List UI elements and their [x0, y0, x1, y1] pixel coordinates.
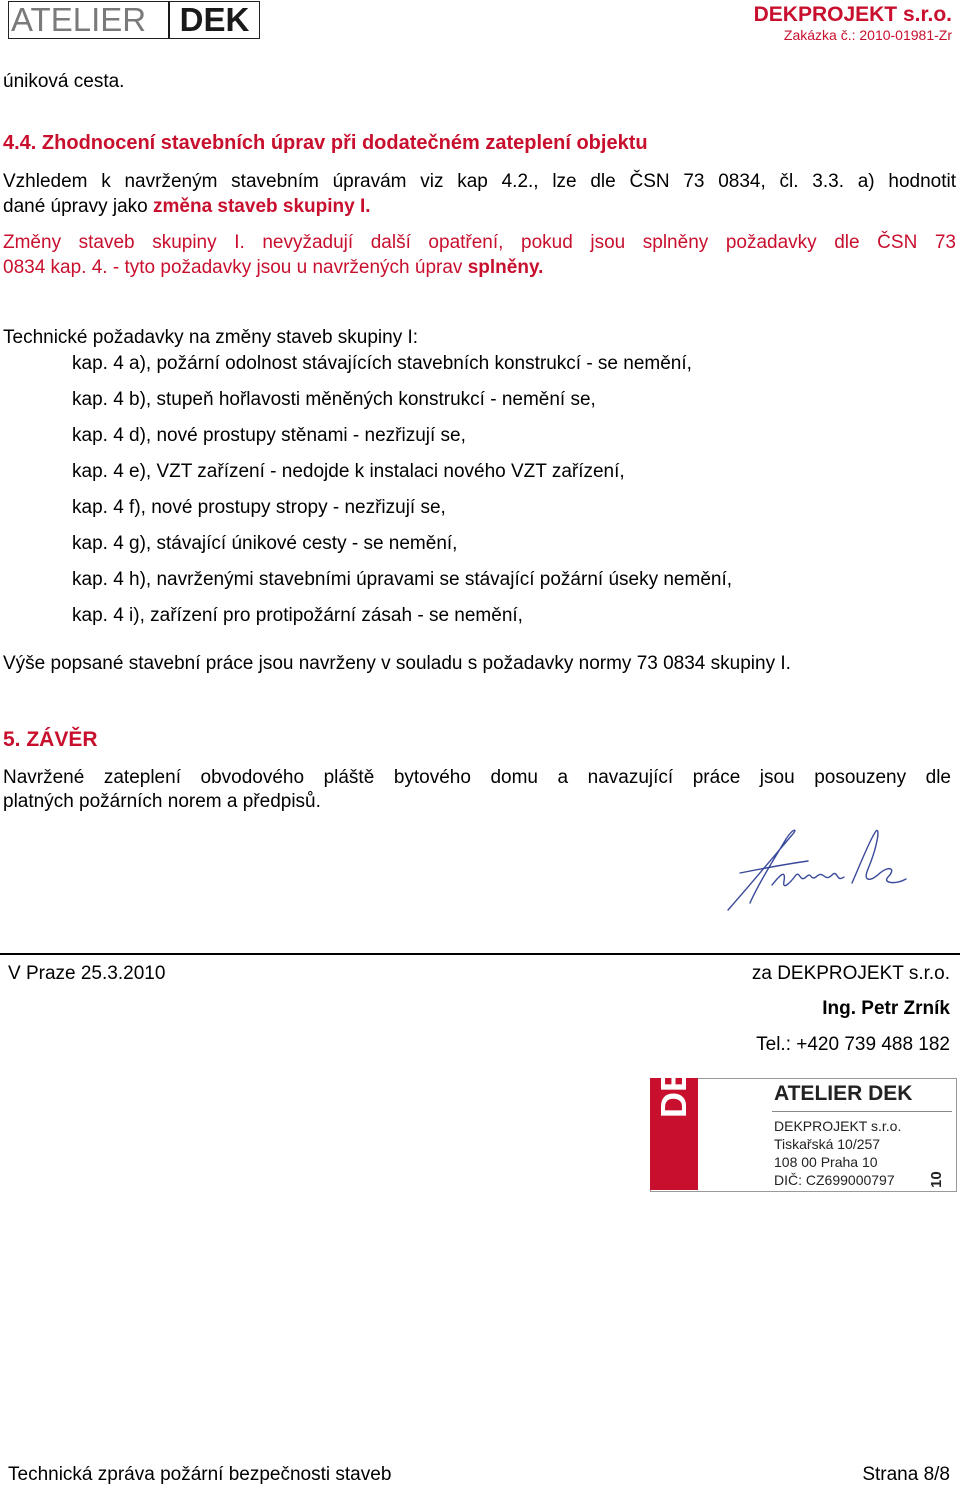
stamp-street: Tiskařská 10/257	[774, 1136, 881, 1152]
place-date: V Praze 25.3.2010	[8, 963, 166, 984]
stamp-number: 10	[928, 1171, 945, 1188]
paragraph-2-line-2	[3, 256, 543, 280]
section-heading: 4.4. Zhodnocení stavebních úprav při dodatečném zateplení objektu	[3, 132, 648, 154]
requirement-item: kap. 4 g), stávající únikové cesty - se nemění,	[72, 533, 458, 554]
stamp-company: DEKPROJEKT s.r.o.	[774, 1118, 902, 1134]
requirement-item: kap. 4 f), nové prostupy stropy - nezřizují se,	[72, 497, 446, 518]
paragraph-2-text: 0834 kap. 4. - tyto požadavky jsou u navržených úprav	[3, 257, 468, 278]
stamp-city: 108 00 Praha 10	[774, 1154, 878, 1170]
logo-dek-text: DEK	[168, 2, 259, 38]
signatory-phone: Tel.: +420 739 488 182	[756, 1034, 950, 1055]
stamp-dek-logo: DEK	[653, 1041, 694, 1118]
paragraph-1-line-1: Vzhledem k navrženým stavebním úpravám viz kap 4.2., lze dle ČSN 73 0834, čl. 3.3. a) hodnotit	[3, 171, 956, 192]
requirement-item: kap. 4 b), stupeň hořlavosti měněných konstrukcí - nemění se,	[72, 389, 596, 410]
intro-text: úniková cesta.	[3, 71, 125, 92]
requirement-item: kap. 4 d), nové prostupy stěnami - nezřizují se,	[72, 425, 466, 446]
requirement-item: kap. 4 i), zařízení pro protipožární zásah - se nemění,	[72, 605, 523, 626]
stamp-vat: DIČ: CZ699000797	[774, 1172, 895, 1188]
paragraph-2-emphasis: splněny.	[467, 257, 544, 278]
footer-page-number: Strana 8/8	[862, 1464, 950, 1485]
atelier-dek-logo	[8, 1, 260, 39]
footer-title: Technická zpráva požární bezpečnosti staveb	[8, 1464, 392, 1485]
paragraph-1-text: dané úpravy jako	[3, 196, 153, 217]
requirements-title: Technické požadavky na změny staveb skupiny I:	[3, 327, 419, 348]
for-company: za DEKPROJEKT s.r.o.	[751, 963, 950, 984]
signature-divider	[0, 953, 960, 955]
paragraph-1-emphasis: změna staveb skupiny I.	[153, 196, 371, 217]
requirement-item: kap. 4 e), VZT zařízení - nedojde k instalaci nového VZT zařízení,	[72, 461, 625, 482]
paragraph-1-line-2	[3, 195, 371, 219]
header-company: DEKPROJEKT s.r.o.	[753, 3, 952, 26]
stamp-divider	[772, 1111, 952, 1112]
summary-text: Výše popsané stavební práce jsou navrženy v souladu s požadavky normy 73 0834 skupiny I.	[3, 653, 791, 674]
requirement-item: kap. 4 a), požární odolnost stávajících stavebních konstrukcí - se nemění,	[72, 353, 692, 374]
conclusion-line-1: Navržené zateplení obvodového pláště bytového domu a navazující práce jsou posouzeny dle	[3, 767, 951, 788]
signatory-name: Ing. Petr Zrník	[822, 998, 950, 1019]
handwritten-signature	[720, 825, 920, 915]
header-order-number: Zakázka č.: 2010-01981-Zr	[783, 27, 952, 43]
requirement-item: kap. 4 h), navrženými stavebními úpravami se stávající požární úseky nemění,	[72, 569, 733, 590]
logo-atelier-text: ATELIER	[9, 2, 168, 38]
conclusion-heading: 5. ZÁVĚR	[3, 728, 98, 751]
paragraph-2-line-1: Změny staveb skupiny I. nevyžadují další opatření, pokud jsou splněny požadavky dle ČSN 73	[3, 232, 956, 253]
conclusion-line-2: platných požárních norem a předpisů.	[3, 791, 321, 812]
stamp-title: ATELIER DEK	[774, 1082, 913, 1105]
